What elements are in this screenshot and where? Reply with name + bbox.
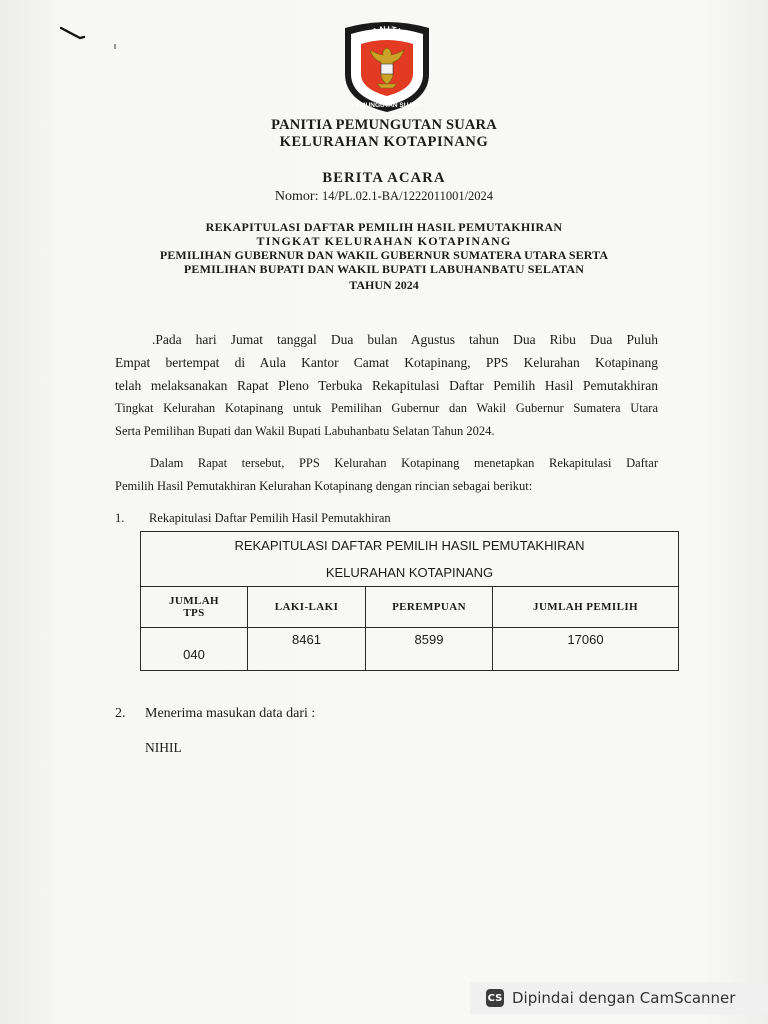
decision-paragraph [115, 452, 658, 498]
paragraph-line: Serta Pemilihan Bupati dan Wakil Bupati Labuhanbatu Selatan Tahun 2024. [115, 424, 495, 438]
paragraph-line: telah melaksanakan Rapat Pleno Terbuka Rekapitulasi Daftar Pemilih Hasil Pemutakhiran [115, 378, 658, 393]
list-item-number: 2. [115, 706, 126, 721]
paragraph-line: .Pada hari Jumat tanggal Dua bulan Agustus tahun Dua Ribu Dua Puluh [152, 332, 658, 347]
camscanner-watermark [470, 982, 768, 1014]
header-line: JUMLAH [168, 595, 220, 607]
cell-jumlah-pemilih: 17060 [493, 628, 679, 671]
header-jumlah-tps [141, 587, 248, 628]
cell-laki-laki: 8461 [248, 628, 366, 671]
garuda-seal-icon [337, 14, 437, 114]
camscanner-logo-icon: CS [486, 989, 504, 1007]
table-row [141, 628, 679, 671]
table-title-line: REKAPITULASI DAFTAR PEMILIH HASIL PEMUTAKHIRAN [234, 538, 585, 553]
document-number-label: Nomor: [274, 189, 319, 204]
title-line: TAHUN 2024 [349, 278, 419, 292]
speck-mark [114, 44, 116, 49]
committee-heading: PANITIA PEMUNGUTAN SUARA [271, 117, 497, 133]
svg-text:PEMUNGUTAN SUARA: PEMUNGUTAN SUARA [351, 102, 423, 109]
pen-stroke-mark [60, 26, 86, 42]
opening-paragraph [115, 328, 658, 443]
header-laki-laki: LAKI-LAKI [248, 587, 366, 628]
table-title [141, 532, 679, 587]
document-type-heading: BERITA ACARA [322, 170, 446, 186]
document-number-value: 14/PL.02.1-BA/1222011001/2024 [321, 189, 494, 203]
paragraph-line: Empat bertempat di Aula Kantor Camat Kotapinang, PPS Kelurahan Kotapinang [115, 355, 658, 370]
watermark-text: Dipindai dengan CamScanner [512, 989, 736, 1007]
document-number [0, 189, 768, 205]
header-jumlah-pemilih: JUMLAH PEMILIH [493, 587, 679, 628]
list-item-recap [115, 511, 391, 526]
list-item-number: 1. [115, 511, 125, 525]
svg-text:PANITIA: PANITIA [363, 23, 410, 40]
cell-tps: 040 [141, 628, 248, 671]
paragraph-line: Dalam Rapat tersebut, PPS Kelurahan Kotapinang menetapkan Rekapitulasi Daftar [150, 456, 658, 470]
list-item-input [115, 706, 315, 722]
list-item-text: Rekapitulasi Daftar Pemilih Hasil Pemutakhiran [149, 511, 391, 525]
header-line: TPS [183, 607, 205, 619]
paragraph-line: Tingkat Kelurahan Kotapinang untuk Pemilihan Gubernur dan Wakil Gubernur Sumatera Utara [115, 401, 658, 415]
nihil-text: NIHIL [145, 740, 182, 755]
header-perempuan: PEREMPUAN [366, 587, 493, 628]
list-item-text: Menerima masukan data dari : [145, 706, 316, 721]
table-header-row [141, 587, 679, 628]
title-line: PEMILIHAN GUBERNUR DAN WAKIL GUBERNUR SUMATERA UTARA SERTA [159, 248, 609, 262]
title-line: TINGKAT KELURAHAN KOTAPINANG [256, 234, 512, 248]
recap-table [140, 531, 679, 671]
cell-perempuan: 8599 [366, 628, 493, 671]
title-line: PEMILIHAN BUPATI DAN WAKIL BUPATI LABUHANBATU SELATAN [183, 262, 585, 276]
table-title-line: KELURAHAN KOTAPINANG [325, 565, 494, 580]
paragraph-line: Pemilih Hasil Pemutakhiran Kelurahan Kotapinang dengan rincian sebagai berikut: [115, 479, 533, 493]
kelurahan-heading: KELURAHAN KOTAPINANG [279, 134, 489, 150]
title-line: REKAPITULASI DAFTAR PEMILIH HASIL PEMUTAKHIRAN [205, 220, 563, 234]
